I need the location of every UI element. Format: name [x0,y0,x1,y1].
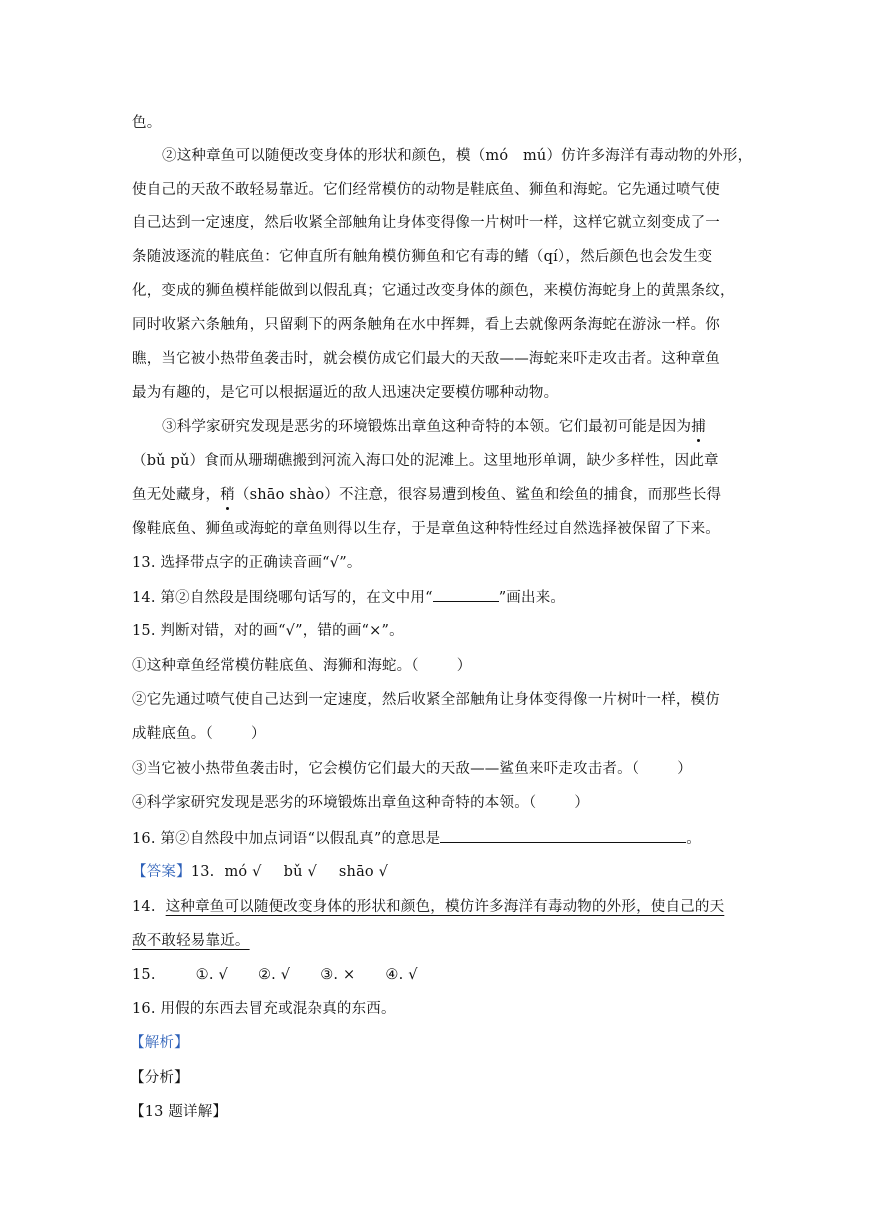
underline-blank[interactable] [440,828,686,843]
question-15-item-2-cont [132,724,742,744]
passage-text: 鱼无处藏身， [132,487,221,503]
answer-14-cont [132,931,742,951]
passage-line: 同时收紧六条触角，只留剩下的两条触角在水中挥舞，看上去就像两条海蛇在游泳一样。你 [132,317,720,333]
answer-text: ②. √ [257,967,291,983]
passage-line: 色。 [132,115,162,131]
passage-line: 化，变成的狮鱼模样能做到以假乱真；它通过改变身体的颜色，来模仿海蛇身上的黄黑条纹， [132,283,735,299]
passage-line: 自己达到一定速度，然后收紧全部触角让身体变得像一片树叶一样，这样它就立刻变成了一 [132,215,720,231]
question-13: 13. 选择带点字的正确读音画“√”。 [132,555,362,571]
question-text: ④科学家研究发现是恶劣的环境锻炼出章鱼这种奇特的本领。（ [132,795,537,811]
answer-underlined-text: 这种章鱼可以随便改变身体的形状和颜色，模仿许多海洋有毒动物的外形，使自己的天 [165,899,725,915]
answer-16: 16. 用假的东西去冒充或混杂真的东西。 [132,1001,396,1017]
question-15: 15. 判断对错，对的画“√”，错的画“×”。 [132,623,404,639]
question-15-item-3 [132,759,742,779]
analysis-heading: 【分析】 [130,1070,189,1086]
passage-line: （bǔ pǔ）食而从珊瑚礁搬到河流入海口处的泥滩上。这里地形单调，缺少多样性，因此章 [132,453,719,469]
question-14 [132,587,742,608]
answer-text: bǔ √ [283,864,317,880]
answer-tag: 【答案】 [132,864,191,880]
question-text: ③当它被小热带鱼袭击时，它会模仿它们最大的天敌——鲨鱼来吓走攻击者。（ [132,761,640,777]
question-16 [132,828,742,849]
answer-underlined-text: 敌不敢轻易靠近。 [132,933,250,949]
dotted-character: 捕 [691,419,706,435]
question-text: 成鞋底鱼。（ [132,726,213,742]
passage-line: 最为有趣的，是它可以根据逼近的敌人迅速决定要模仿哪种动物。 [132,385,559,401]
question-text: 。 [686,831,701,847]
question-text: ） [574,795,590,811]
question-text: ”画出来。 [498,590,566,606]
question-text: ①这种章鱼经常模仿鞋底鱼、海狮和海蛇。（ [132,658,419,674]
dotted-character: 稍 [220,487,235,503]
passage-line: 像鞋底鱼、狮鱼或海蛇的章鱼则得以生存，于是章鱼这种特性经过自然选择被保留了下来。 [132,521,720,537]
passage-text: （shāo shào）不注意，很容易遭到梭鱼、鲨鱼和绘鱼的捕食，而那些长得 [234,487,722,503]
answer-number: 15. [132,967,156,983]
passage-line: 瞧，当它被小热带鱼袭击时，就会模仿成它们最大的天敌——海蛇来吓走攻击者。这种章鱼 [132,351,720,367]
answer-number: 13. [190,864,215,880]
question-15-item-1 [132,656,742,676]
answer-number: 14. [132,899,156,915]
answer-text: ③. × [320,967,356,983]
answer-text: ①. √ [195,967,228,983]
answer-text: shāo √ [338,864,389,880]
answer-14 [132,897,742,917]
question-text: 14. 第②自然段是围绕哪句话写的，在文中用“ [132,590,433,606]
passage-line [132,485,742,505]
answer-13 [132,862,742,882]
underline-blank [433,587,499,602]
passage-line: 条随波逐流的鞋底鱼：它伸直所有触角模仿狮鱼和它有毒的鳍（qí），然后颜色也会发生变 [132,249,713,265]
answer-text: ④. √ [385,967,418,983]
question-text: ） [456,658,472,674]
question-text: ） [677,761,692,777]
answer-15 [132,965,742,985]
question-15-item-2: ②它先通过喷气使自己达到一定速度，然后收紧全部触角让身体变得像一片树叶一样，模仿 [132,692,720,708]
passage-paragraph-3-start [162,417,742,437]
analysis-tag: 【解析】 [130,1035,189,1051]
q13-detail-heading: 【13 题详解】 [130,1104,228,1120]
answer-text: mó √ [224,864,262,880]
passage-line: 使自己的天敌不敢轻易靠近。它们经常模仿的动物是鞋底鱼、狮鱼和海蛇。它先通过喷气使 [132,182,720,198]
passage-paragraph-2-start: ②这种章鱼可以随便改变身体的形状和颜色，模（mó mú）仿许多海洋有毒动物的外形， [162,148,753,164]
passage-text: ③科学家研究发现是恶劣的环境锻炼出章鱼这种奇特的本领。它们最初可能是因为 [162,419,692,435]
question-text: 16. 第②自然段中加点词语“以假乱真”的意思是 [132,831,441,847]
question-text: ） [250,726,266,742]
question-15-item-4 [132,793,742,813]
